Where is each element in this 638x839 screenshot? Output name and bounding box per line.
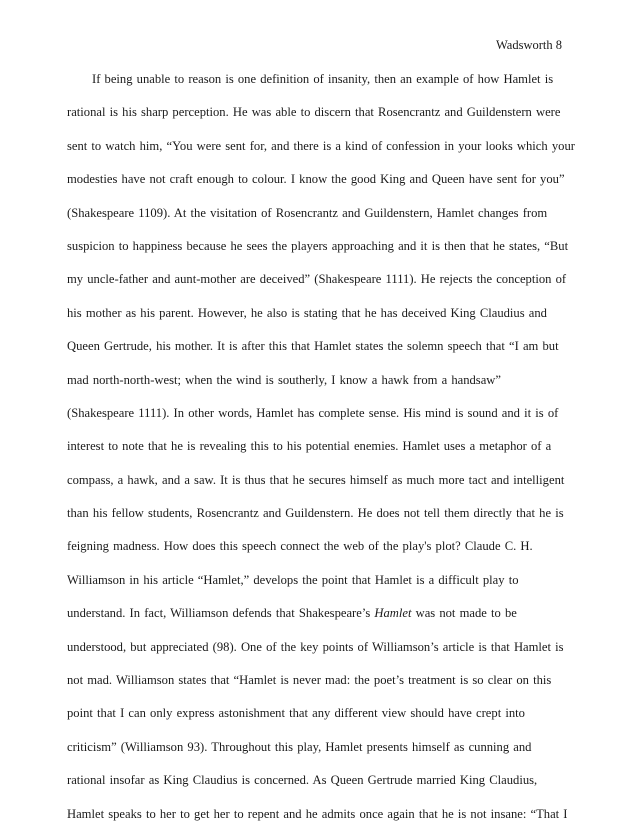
text-line	[67, 739, 567, 772]
text-segment: was not made to be	[411, 606, 517, 621]
text-line	[67, 772, 567, 805]
text-line	[67, 705, 567, 738]
text-line	[67, 538, 567, 571]
text-line	[67, 372, 567, 405]
text-line	[67, 104, 567, 137]
text-segment: compass, a hawk, and a saw. It is thus that he secures himself as much more tact and intelligent	[67, 472, 565, 487]
text-segment: Hamlet speaks to her to get her to repent and he admits once again that he is not insane: “That I	[67, 806, 568, 821]
text-segment: suspicion to happiness because he sees the players approaching and it is then that he states, “But	[67, 238, 569, 253]
text-segment: than his fellow students, Rosencrantz and Guildenstern. He does not tell them directly that he is	[67, 506, 564, 521]
text-segment: rational insofar as King Claudius is concerned. As Queen Gertrude married King Claudius,	[67, 773, 538, 788]
text-segment: criticism” (Williamson 93). Throughout this play, Hamlet presents himself as cunning and	[67, 739, 532, 754]
text-segment: interest to note that he is revealing this to his potential enemies. Hamlet uses a metaphor of a	[67, 439, 552, 454]
text-segment: understand. In fact, Williamson defends that Shakespeare’s	[67, 606, 375, 621]
text-line	[67, 71, 567, 104]
text-segment: Williamson in his article “Hamlet,” develops the point that Hamlet is a difficult play to	[67, 572, 519, 587]
running-head: Wadsworth 8	[496, 38, 562, 52]
text-segment: (Shakespeare 1111). In other words, Hamlet has complete sense. His mind is sound and it is of	[67, 405, 559, 420]
text-segment: rational is his sharp perception. He was able to discern that Rosencrantz and Guildenstern were	[67, 105, 561, 120]
text-segment: understood, but appreciated (98). One of the key points of Williamson’s article is that Hamlet is	[67, 639, 564, 654]
text-line	[67, 138, 575, 171]
text-line	[67, 271, 567, 304]
text-segment: Queen Gertrude, his mother. It is after this that Hamlet states the solemn speech that “I am but	[67, 339, 559, 354]
text-segment: modesties have not craft enough to colour. I know the good King and Queen have sent for you”	[67, 172, 565, 187]
essay-paragraph	[67, 71, 575, 839]
italic-title: Hamlet	[374, 606, 412, 621]
text-segment: (Shakespeare 1109). At the visitation of Rosencrantz and Guildenstern, Hamlet changes from	[67, 205, 548, 220]
text-segment: point that I can only express astonishment that any different view should have crept into	[67, 706, 525, 721]
text-segment: his mother as his parent. However, he also is stating that he has deceived King Claudius and	[67, 305, 547, 320]
text-line	[67, 806, 567, 839]
text-line	[67, 205, 567, 238]
text-segment: my uncle-father and aunt-mother are deceived” (Shakespeare 1111). He rejects the conception of	[67, 272, 567, 287]
text-segment: mad north-north-west; when the wind is southerly, I know a hawk from a handsaw”	[67, 372, 501, 387]
text-segment: feigning madness. How does this speech connect the web of the play's plot? Claude C. H.	[67, 539, 533, 554]
text-line	[67, 572, 567, 605]
text-line	[67, 305, 567, 338]
text-line	[67, 238, 567, 271]
text-line	[67, 338, 567, 371]
text-line	[67, 171, 567, 204]
text-line	[67, 605, 567, 638]
text-line	[67, 438, 567, 471]
text-line	[67, 639, 567, 672]
text-line	[67, 472, 567, 505]
text-segment: not mad. Williamson states that “Hamlet is never mad: the poet’s treatment is so clear on this	[67, 673, 552, 688]
text-segment: If being unable to reason is one definition of insanity, then an example of how Hamlet is	[92, 72, 554, 86]
text-line	[67, 672, 567, 705]
text-line	[67, 505, 567, 538]
text-segment: sent to watch him, “You were sent for, and there is a kind of confession in your looks which your	[67, 138, 575, 153]
text-line	[67, 405, 567, 438]
